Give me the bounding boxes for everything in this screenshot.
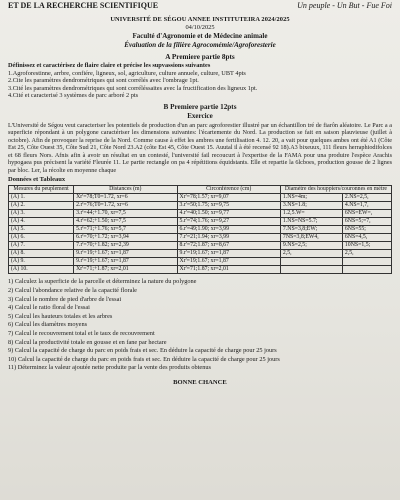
table-row	[9, 266, 392, 274]
table-cell: 6NS=5;=7,	[342, 218, 391, 226]
table-cell: (A) 6.	[9, 234, 74, 242]
table-cell: Xr'=19;1.67; xr=1,87	[177, 258, 280, 266]
table-cell: 7NS=3,8;EW4,	[280, 234, 342, 242]
table-cell: Xr'=78;T0=1.72, xr=6	[74, 194, 177, 202]
table-row	[9, 242, 392, 250]
top-header-strip	[8, 0, 392, 12]
part-a-item: 1.Agroforestinne, arrbre, confiére, ligneux, sol, agriculture, culture annuele, culture, UBT 4pts	[8, 69, 246, 77]
table-row	[9, 210, 392, 218]
table-cell: 2,5,	[280, 250, 342, 258]
table-cell	[280, 266, 342, 274]
table-row	[9, 226, 392, 234]
table-row	[9, 234, 392, 242]
table-cell: 6NS=55;	[342, 226, 391, 234]
table-cell	[342, 266, 391, 274]
table-cell: (A) 9.	[9, 258, 74, 266]
table-row	[9, 202, 392, 210]
table-cell: 9.r'=19;1.67; xr=1,87	[177, 250, 280, 258]
table-cell: (A) 10.	[9, 266, 74, 274]
exam-title: Évaluation de la filière Agrocomémie/Agroforesterie	[124, 41, 276, 49]
table-row	[9, 250, 392, 258]
table-cell: 2.NS=2,5,	[342, 194, 391, 202]
table-cell: 5.r'=74;1.76; xr=9,27	[177, 218, 280, 226]
table-cell: 5.r'=71;+1.76; xr=5,7	[74, 226, 177, 234]
col-header-circumference: Circonférence (cm)	[177, 186, 280, 194]
part-a-list	[8, 70, 392, 100]
part-a-item: 3.Cité les paramètres dendrométriques qui sont corréléssaites avec la fructification des ligneux 1pt.	[8, 84, 258, 92]
table-cell: 3.r'=50;1.75; xr=9,75	[177, 202, 280, 210]
table-row	[9, 194, 392, 202]
table-cell	[342, 258, 391, 266]
table-cell: 10NS=1,5;	[342, 242, 391, 250]
table-body	[9, 194, 392, 274]
ministry-text: ET DE LA RECHERCHE SCIENTIFIQUE	[8, 1, 159, 10]
table-header-row	[9, 186, 392, 194]
faculty-name: Faculté d'Agronomie et de Médecine animale	[132, 32, 268, 40]
table-cell: 1.2,5.W=	[280, 210, 342, 218]
good-luck-footer: BONNE CHANCE	[173, 379, 227, 386]
question-list	[8, 278, 392, 373]
table-cell	[280, 258, 342, 266]
table-row	[9, 258, 392, 266]
col-header-distance: Distances (m)	[74, 186, 177, 194]
col-header-measure: Mesures du peuplement	[9, 186, 74, 194]
table-cell: 1.NS=4m;	[280, 194, 342, 202]
exercise-text: L'Université de Ségou veut caracteriser les potentiels de production d'un an parc agroforestier illustré par un échantillon tré de fiarôn aléatoire. Le Parc a a superficie répondant à un polygone caractériser les dimensions suivantes: l'écartemente du Nord. La production se fait en saison plauvieuse (juillet à octobre). Afin de provoquer la reprise de la Nord. Comme cause à effet les ambres une fertilisation 4. 12. 20, a vait pour quelques ambes ont été A1 (Côte Est 25, Côte Ouest 35, Côte Sud 21, Côte Nord 23.A2 (côte Est 45, Côte Ouest 15. Auutal il à été recensé 92 18).A3 bixeuux, 111 fleurs herraphiodifolces et 68 fleurs Nors. Afnis afin à avoir un résultat en un contesté, l'université fail recoucurt à l'expertise de la FAMA pour una produire l'espèce Arachis hypogaea pus précisent la variété Fleurée 11. Le partie rectangle on pa 4 répétitions équidstants. Elle et repartie la 6lcboes, production gousse de 2 lignes par bloc. Ler, la récolte en moyenne chaque	[8, 121, 392, 174]
question-item: 1) Calculez la superficie de la parcelle et déterminez la nature du polygone	[8, 278, 197, 286]
part-a-title: A Premiere partie 8pts	[165, 53, 235, 61]
table-cell: 6.r'=49;1.90; xr=3,99	[177, 226, 280, 234]
table-cell: 7.r'=21;1.94; xr=3,99	[177, 234, 280, 242]
part-a-item: 4.Cité et caracterisé 3 systèmes de parc arboré 2 pts	[8, 92, 139, 100]
question-item: 10) Calcul la capacité de charge du parc en poids frais et sec. En déduire la capacité de charge pour 25 jours	[8, 355, 280, 363]
data-table	[8, 185, 392, 274]
table-cell: 3.NS=1.8;	[280, 202, 342, 210]
table-cell: 6.r'=70;+1.72; xr=3,94	[74, 234, 177, 242]
question-item: 11) Déterminez la valeur ajoutée nette produite par la vente des produits obtenus	[8, 364, 211, 372]
table-cell: 4.r'=40;1.50; xr=9,77	[177, 210, 280, 218]
table-cell: 6NS=EW=,	[342, 210, 391, 218]
table-cell: Xr'=78;1.57; xr=9,07	[177, 194, 280, 202]
part-a-intro: Définissez et caractérisez de flaire claire et précise les supvassions suivantes	[8, 62, 211, 69]
table-cell: 6NS=4,5,	[342, 234, 391, 242]
table-cell: Xr'=71;1.87; xr=2,01	[177, 266, 280, 274]
table-cell: 9.r'=19;+1.67; xr=1,87	[74, 250, 177, 258]
question-item: 8) Calcul la productivité totale en gousse et en fane par hectare	[8, 338, 167, 346]
data-table-title: Données et Tableaux	[8, 176, 66, 184]
exam-date: 04/10/2025	[185, 24, 215, 31]
question-item: 4) Calcul le ratio floral de l'essai	[8, 304, 90, 312]
table-cell: 8.r'=72;1.87; xr=8,67	[177, 242, 280, 250]
table-cell: 4.NS=1,7,	[342, 202, 391, 210]
table-cell: 3.r'=44;+1.70, xr=7,5	[74, 210, 177, 218]
col-header-crown-diameter: Diamètre des houppiers/couronnes en mètre	[280, 186, 391, 194]
table-cell: (A) 4.	[9, 218, 74, 226]
table-cell: (A) 1.	[9, 194, 74, 202]
question-item: 2) Calcul l'abondance relative de la capacité florale	[8, 287, 137, 295]
table-cell: (A) 7.	[9, 242, 74, 250]
question-item: 6) Calcul les diamètres moyens	[8, 321, 88, 329]
table-cell: 9.NS=2,5;	[280, 242, 342, 250]
table-cell: (A) 5.	[9, 226, 74, 234]
part-a-item: 2.Cite les paramètres dendrométriques qui sont corrélés avec l'ombrage 1pt.	[8, 77, 199, 85]
table-cell: 1.NS=NS=5.7;	[280, 218, 342, 226]
table-cell: (A) 8.	[9, 250, 74, 258]
table-cell: (A) 2.	[9, 202, 74, 210]
question-item: 7) Calcul le recouvrement total et le taux de recouvrement	[8, 330, 155, 338]
table-cell: Xr'=71;+1.87; xr=2,01	[74, 266, 177, 274]
table-cell: 7.r'=70;+1.82; xr=2,39	[74, 242, 177, 250]
table-cell: 2.r'=76;T0=1.72, xr=6	[74, 202, 177, 210]
question-item: 5) Calcul les hauteurs totales et les arbres	[8, 312, 113, 320]
table-cell: 2,5,	[342, 250, 391, 258]
university-line: UNIVERSITÉ DE SÉGOU ANNEE INSTITUTEIRA 2024/2025	[110, 16, 290, 23]
question-item: 9) Calcul la capacité de charge du parc en poids frais et sec. En déduire la capacité de charge pour 25 jours	[8, 347, 277, 355]
table-cell: 9.r'=19;+1.67; xr=1,87	[74, 258, 177, 266]
table-row	[9, 218, 392, 226]
table-cell: 7.NS=3,8;EW;	[280, 226, 342, 234]
table-cell: 4.r'=62;+1.50; xr=7,5	[74, 218, 177, 226]
table-cell: (A) 3.	[9, 210, 74, 218]
motto-text: Un peuple - Un But - Fue Foi	[297, 1, 392, 10]
question-item: 3) Calcul le nombre de pied d'arbre de l'essai	[8, 295, 122, 303]
exercise-label: Exercice	[187, 111, 213, 120]
part-b-title: B Premiere partie 12pts	[163, 102, 237, 111]
